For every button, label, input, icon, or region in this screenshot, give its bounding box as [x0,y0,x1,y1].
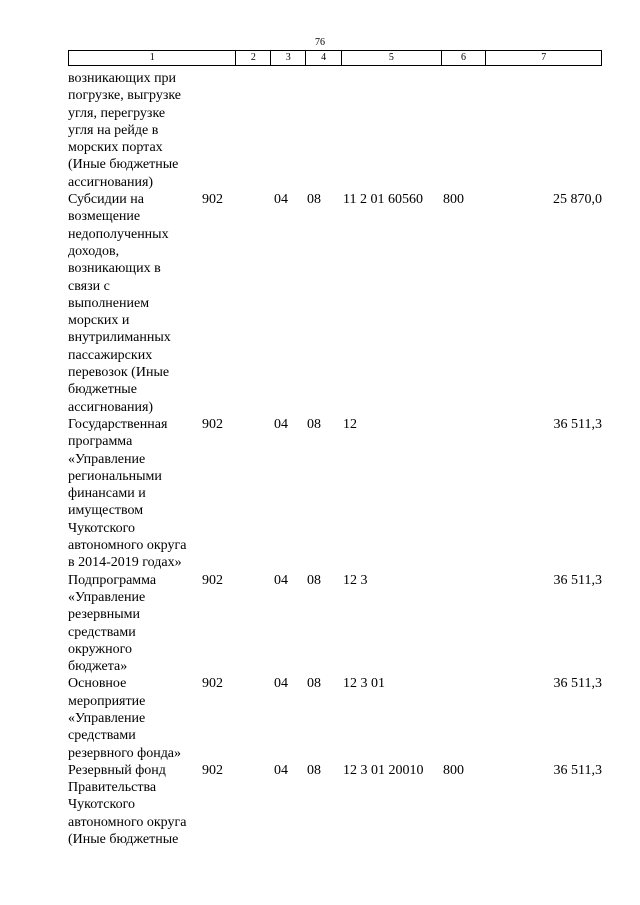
row-ministry-code: 902 [202,676,223,692]
row-section-code: 04 [274,572,288,588]
row-amount: 36 511,3 [553,416,602,432]
table-row [68,191,602,416]
row-expense-type [443,675,488,761]
row-section-code: 04 [274,416,288,432]
table-row [68,572,602,676]
row-target-article: 12 3 [343,572,368,588]
row-ministry-code: 902 [202,762,223,778]
row-description: Субсидии на возмещение недополученных доходов, возникающих в связи с выполнением морских и внутрилиманных пассажирских перевозок (Иные бюджетные ассигнования) [68,192,171,415]
row-expense-type [443,416,488,572]
page-number: 76 [315,37,325,48]
header-col-2: 2 [236,51,271,65]
header-col-5: 5 [342,51,442,65]
row-description: возникающих при погрузке, выгрузке угля, перегрузке угля на рейде в морских портах (Иные бюджетные ассигнования) [68,71,182,190]
row-description: Государственная программа «Управление региональными финансами и имуществом Чукотского автономного округа в 2014-2019 годах» [68,416,187,571]
row-ministry-code: 902 [202,572,223,588]
row-amount: 25 870,0 [553,192,602,208]
table-header-row [68,50,602,66]
row-expense-type: 800 [443,192,464,208]
row-section-code: 04 [274,192,288,208]
row-description: Основное мероприятие «Управление средствами резервного фонда» [68,676,182,761]
row-ministry-code: 902 [202,416,223,432]
row-subsection-code: 08 [307,572,321,588]
table-row [68,416,602,572]
row-amount: 36 511,3 [553,676,602,692]
row-target-article: 12 3 01 [343,676,385,692]
row-section-code: 04 [274,676,288,692]
header-col-4: 4 [306,51,342,65]
row-amount: 36 511,3 [553,572,602,588]
row-amount: 36 511,3 [553,762,602,778]
row-target-article [343,70,443,191]
row-target-article: 12 3 01 20010 [343,762,424,778]
table-row [68,675,602,761]
header-col-6: 6 [442,51,487,65]
row-target-article: 12 [343,416,357,432]
row-ministry-code [202,70,272,191]
row-section-code: 04 [274,762,288,778]
table-row [68,762,602,848]
row-section-code [272,70,307,191]
row-description: Резервный фонд Правительства Чукотского автономного округа (Иные бюджетные [68,762,187,848]
row-subsection-code: 08 [307,192,321,208]
budget-table-body [68,70,602,848]
row-description: Подпрограмма «Управление резервными средствами окружного бюджета» [68,572,157,675]
row-amount [488,70,602,191]
row-expense-type [443,70,488,191]
table-row [68,70,602,191]
row-subsection-code: 08 [307,676,321,692]
row-expense-type: 800 [443,762,464,778]
header-col-3: 3 [271,51,306,65]
header-col-1: 1 [69,51,236,65]
row-subsection-code [307,70,343,191]
row-expense-type [443,572,488,676]
row-subsection-code: 08 [307,762,321,778]
row-ministry-code: 902 [202,192,223,208]
row-target-article: 11 2 01 60560 [343,192,423,208]
header-col-7: 7 [541,52,547,63]
row-subsection-code: 08 [307,416,321,432]
